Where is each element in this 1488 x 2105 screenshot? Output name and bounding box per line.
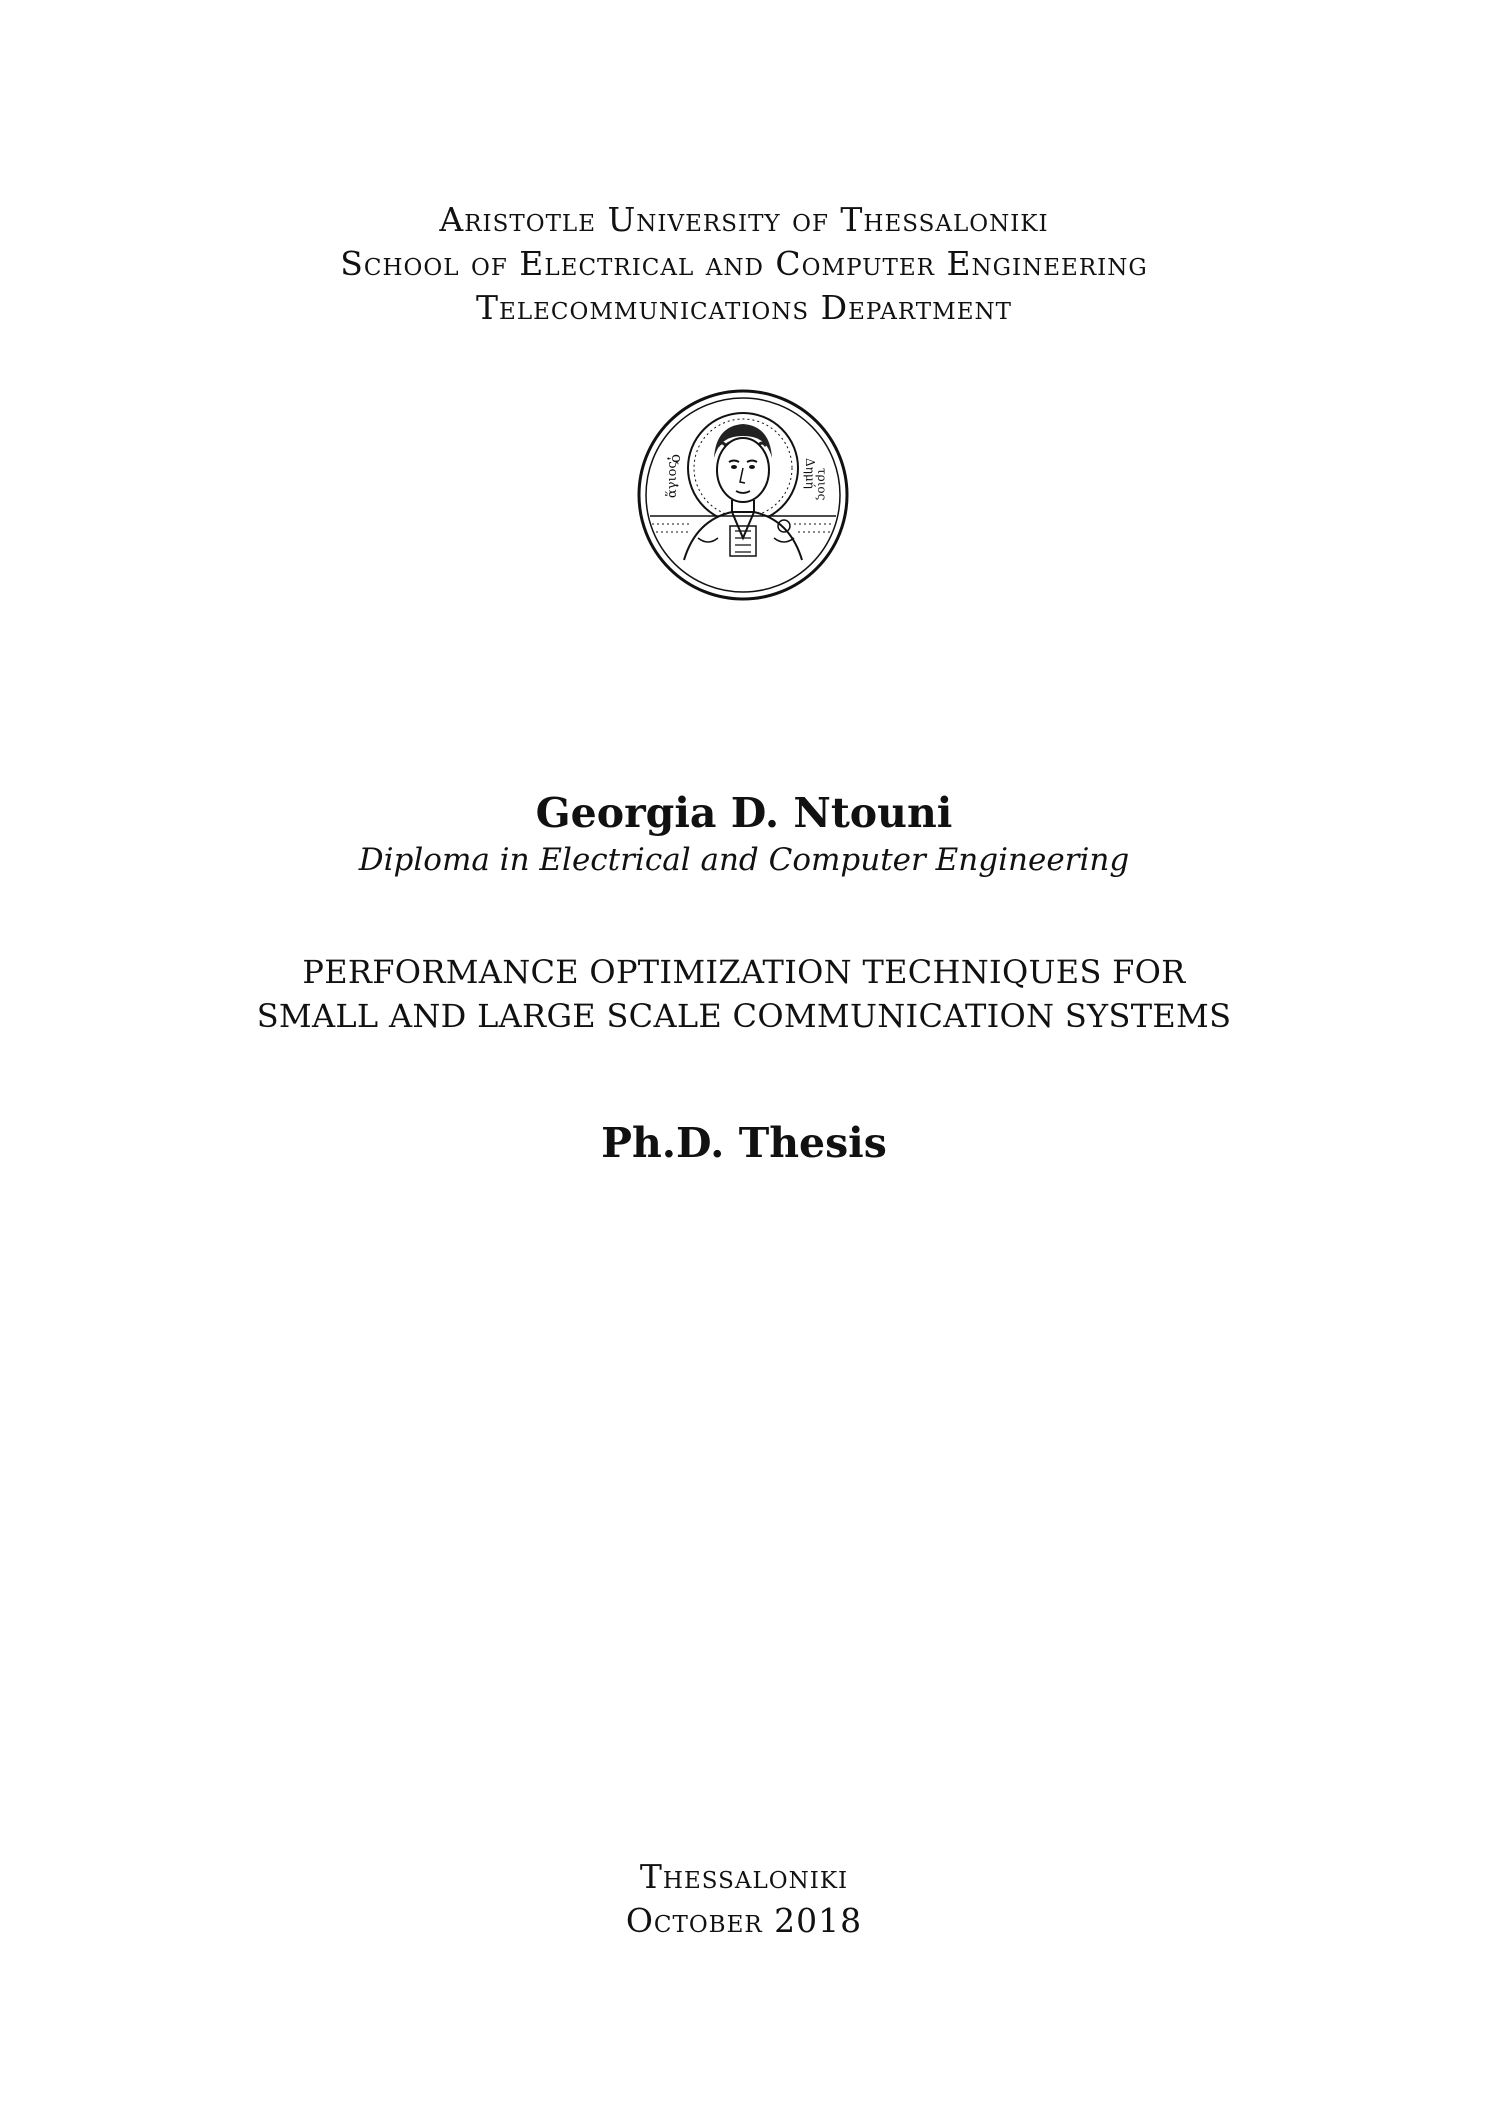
svg-text:ἅγιος: ἅγιος <box>665 461 680 498</box>
school-name: School of Electrical and Computer Engineering <box>340 244 1148 283</box>
svg-text:τριος: τριος <box>815 468 829 501</box>
thesis-type: Ph.D. Thesis <box>601 1119 887 1167</box>
svg-text:Δημή: Δημή <box>803 458 817 489</box>
thesis-title-line-1: PERFORMANCE OPTIMIZATION TECHNIQUES FOR <box>302 953 1186 991</box>
institution-header <box>0 198 1488 330</box>
author-degree: Diploma in Electrical and Computer Engineering <box>358 842 1130 878</box>
university-seal-icon <box>636 388 850 602</box>
university-name: Aristotle University of Thessaloniki <box>439 200 1049 239</box>
thesis-title <box>0 950 1488 1038</box>
footer-city: Thessaloniki <box>639 1857 849 1896</box>
svg-text:ὁ: ὁ <box>666 454 684 464</box>
author-name: Georgia D. Ntouni <box>535 789 953 837</box>
author-block <box>0 787 1488 881</box>
title-page-footer <box>0 1855 1488 1943</box>
department-name: Telecommunications Department <box>476 288 1012 327</box>
footer-date: October 2018 <box>625 1901 863 1940</box>
thesis-title-line-2: SMALL AND LARGE SCALE COMMUNICATION SYSTEMS <box>256 997 1232 1035</box>
